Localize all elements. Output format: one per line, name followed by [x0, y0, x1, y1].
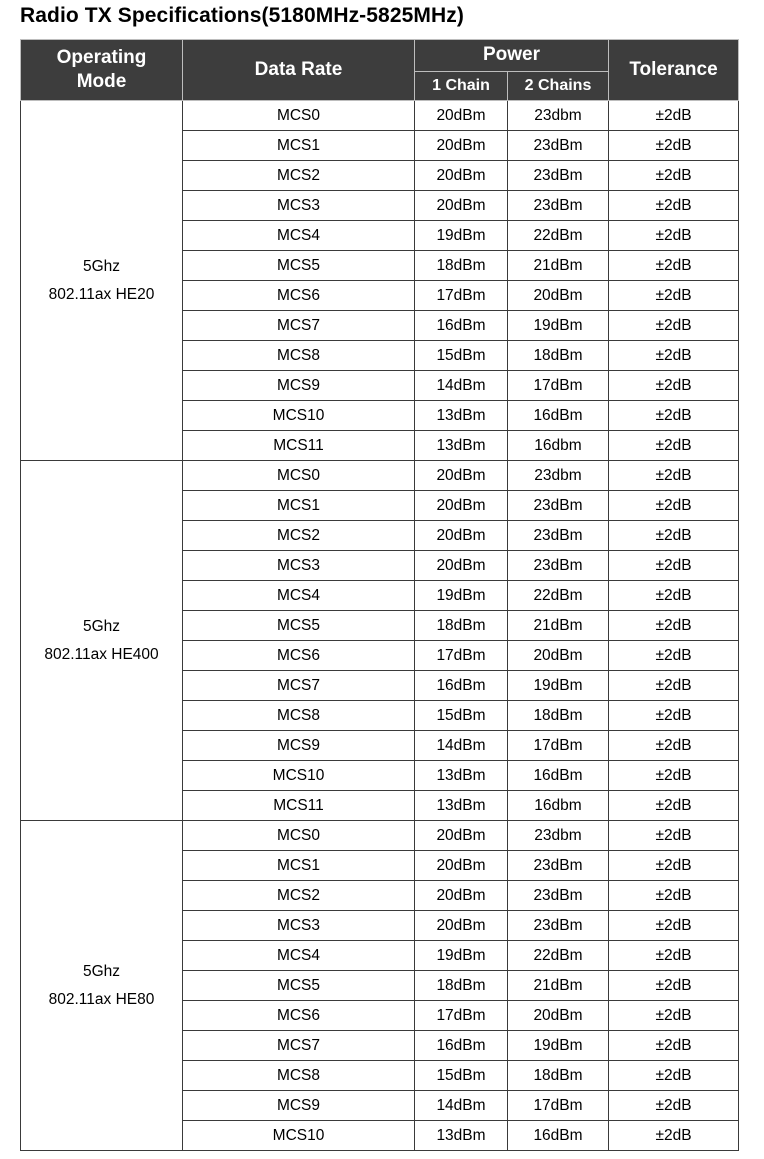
header-tolerance: Tolerance	[609, 40, 739, 101]
radio-tx-spec-table	[20, 39, 739, 1151]
power-2-chains-cell: 16dBm	[508, 401, 609, 431]
power-1-chain-cell: 14dBm	[415, 371, 508, 401]
tolerance-cell: ±2dB	[609, 941, 739, 971]
power-2-chains-cell: 19dBm	[508, 671, 609, 701]
tolerance-cell: ±2dB	[609, 1091, 739, 1121]
data-rate-cell: MCS11	[183, 431, 415, 461]
power-1-chain-cell: 17dBm	[415, 1001, 508, 1031]
power-2-chains-cell: 23dbm	[508, 101, 609, 131]
tolerance-cell: ±2dB	[609, 491, 739, 521]
data-rate-cell: MCS4	[183, 221, 415, 251]
data-rate-cell: MCS2	[183, 161, 415, 191]
power-1-chain-cell: 14dBm	[415, 1091, 508, 1121]
data-rate-cell: MCS10	[183, 761, 415, 791]
data-rate-cell: MCS7	[183, 311, 415, 341]
power-1-chain-cell: 13dBm	[415, 401, 508, 431]
power-1-chain-cell: 18dBm	[415, 971, 508, 1001]
header-power: Power	[415, 40, 609, 72]
tolerance-cell: ±2dB	[609, 401, 739, 431]
power-1-chain-cell: 19dBm	[415, 581, 508, 611]
power-1-chain-cell: 18dBm	[415, 251, 508, 281]
power-2-chains-cell: 18dBm	[508, 341, 609, 371]
data-rate-cell: MCS1	[183, 491, 415, 521]
data-rate-cell: MCS11	[183, 791, 415, 821]
power-2-chains-cell: 18dBm	[508, 701, 609, 731]
header-data-rate: Data Rate	[183, 40, 415, 101]
data-rate-cell: MCS5	[183, 611, 415, 641]
data-rate-cell: MCS9	[183, 371, 415, 401]
data-rate-cell: MCS10	[183, 1121, 415, 1151]
table-header	[21, 40, 739, 101]
tolerance-cell: ±2dB	[609, 101, 739, 131]
data-rate-cell: MCS9	[183, 1091, 415, 1121]
tolerance-cell: ±2dB	[609, 431, 739, 461]
power-2-chains-cell: 23dBm	[508, 131, 609, 161]
tolerance-cell: ±2dB	[609, 701, 739, 731]
power-1-chain-cell: 13dBm	[415, 761, 508, 791]
power-2-chains-cell: 23dBm	[508, 161, 609, 191]
data-rate-cell: MCS8	[183, 1061, 415, 1091]
operating-mode-standard: 802.11ax HE20	[48, 285, 155, 303]
data-rate-cell: MCS7	[183, 1031, 415, 1061]
power-2-chains-cell: 23dBm	[508, 911, 609, 941]
header-operating-mode	[21, 40, 183, 101]
power-2-chains-cell: 17dBm	[508, 371, 609, 401]
operating-mode-band: 5Ghz	[82, 617, 121, 635]
operating-mode-cell	[21, 101, 183, 461]
tolerance-cell: ±2dB	[609, 971, 739, 1001]
table-row	[21, 101, 739, 131]
header-2-chains: 2 Chains	[508, 71, 609, 100]
data-rate-cell: MCS3	[183, 191, 415, 221]
data-rate-cell: MCS4	[183, 581, 415, 611]
tolerance-cell: ±2dB	[609, 611, 739, 641]
power-1-chain-cell: 15dBm	[415, 701, 508, 731]
data-rate-cell: MCS3	[183, 911, 415, 941]
data-rate-cell: MCS3	[183, 551, 415, 581]
tolerance-cell: ±2dB	[609, 1061, 739, 1091]
tolerance-cell: ±2dB	[609, 461, 739, 491]
power-2-chains-cell: 23dBm	[508, 491, 609, 521]
tolerance-cell: ±2dB	[609, 1031, 739, 1061]
tolerance-cell: ±2dB	[609, 641, 739, 671]
power-2-chains-cell: 23dBm	[508, 851, 609, 881]
data-rate-cell: MCS1	[183, 851, 415, 881]
power-1-chain-cell: 20dBm	[415, 521, 508, 551]
power-1-chain-cell: 20dBm	[415, 491, 508, 521]
power-1-chain-cell: 15dBm	[415, 1061, 508, 1091]
tolerance-cell: ±2dB	[609, 1001, 739, 1031]
power-2-chains-cell: 23dbm	[508, 461, 609, 491]
power-2-chains-cell: 23dbm	[508, 821, 609, 851]
table-body	[21, 101, 739, 1151]
data-rate-cell: MCS8	[183, 341, 415, 371]
tolerance-cell: ±2dB	[609, 911, 739, 941]
data-rate-cell: MCS4	[183, 941, 415, 971]
data-rate-cell: MCS10	[183, 401, 415, 431]
tolerance-cell: ±2dB	[609, 821, 739, 851]
tolerance-cell: ±2dB	[609, 881, 739, 911]
data-rate-cell: MCS1	[183, 131, 415, 161]
power-2-chains-cell: 23dBm	[508, 521, 609, 551]
power-1-chain-cell: 20dBm	[415, 881, 508, 911]
data-rate-cell: MCS6	[183, 641, 415, 671]
data-rate-cell: MCS2	[183, 521, 415, 551]
tolerance-cell: ±2dB	[609, 191, 739, 221]
power-1-chain-cell: 20dBm	[415, 161, 508, 191]
power-2-chains-cell: 21dBm	[508, 611, 609, 641]
data-rate-cell: MCS8	[183, 701, 415, 731]
power-1-chain-cell: 13dBm	[415, 791, 508, 821]
power-2-chains-cell: 21dBm	[508, 251, 609, 281]
data-rate-cell: MCS6	[183, 1001, 415, 1031]
power-2-chains-cell: 17dBm	[508, 731, 609, 761]
tolerance-cell: ±2dB	[609, 371, 739, 401]
power-2-chains-cell: 18dBm	[508, 1061, 609, 1091]
power-1-chain-cell: 20dBm	[415, 461, 508, 491]
data-rate-cell: MCS0	[183, 101, 415, 131]
power-2-chains-cell: 22dBm	[508, 941, 609, 971]
tolerance-cell: ±2dB	[609, 731, 739, 761]
tolerance-cell: ±2dB	[609, 791, 739, 821]
tolerance-cell: ±2dB	[609, 551, 739, 581]
power-2-chains-cell: 23dBm	[508, 191, 609, 221]
tolerance-cell: ±2dB	[609, 221, 739, 251]
table-row	[21, 461, 739, 491]
power-2-chains-cell: 16dBm	[508, 1121, 609, 1151]
power-2-chains-cell: 16dbm	[508, 791, 609, 821]
header-1-chain: 1 Chain	[415, 71, 508, 100]
tolerance-cell: ±2dB	[609, 521, 739, 551]
power-2-chains-cell: 19dBm	[508, 1031, 609, 1061]
power-2-chains-cell: 23dBm	[508, 551, 609, 581]
operating-mode-standard: 802.11ax HE400	[44, 645, 159, 663]
power-1-chain-cell: 16dBm	[415, 1031, 508, 1061]
power-2-chains-cell: 16dBm	[508, 761, 609, 791]
power-1-chain-cell: 20dBm	[415, 191, 508, 221]
power-1-chain-cell: 20dBm	[415, 131, 508, 161]
power-2-chains-cell: 23dBm	[508, 881, 609, 911]
power-2-chains-cell: 20dBm	[508, 281, 609, 311]
data-rate-cell: MCS5	[183, 971, 415, 1001]
tolerance-cell: ±2dB	[609, 671, 739, 701]
power-1-chain-cell: 17dBm	[415, 281, 508, 311]
data-rate-cell: MCS5	[183, 251, 415, 281]
data-rate-cell: MCS2	[183, 881, 415, 911]
tolerance-cell: ±2dB	[609, 281, 739, 311]
data-rate-cell: MCS9	[183, 731, 415, 761]
operating-mode-band: 5Ghz	[82, 962, 121, 980]
power-1-chain-cell: 13dBm	[415, 1121, 508, 1151]
tolerance-cell: ±2dB	[609, 161, 739, 191]
tolerance-cell: ±2dB	[609, 1121, 739, 1151]
power-1-chain-cell: 14dBm	[415, 731, 508, 761]
table-row	[21, 821, 739, 851]
data-rate-cell: MCS7	[183, 671, 415, 701]
power-2-chains-cell: 20dBm	[508, 1001, 609, 1031]
power-2-chains-cell: 17dBm	[508, 1091, 609, 1121]
power-2-chains-cell: 21dBm	[508, 971, 609, 1001]
power-1-chain-cell: 19dBm	[415, 941, 508, 971]
power-2-chains-cell: 22dBm	[508, 221, 609, 251]
data-rate-cell: MCS0	[183, 461, 415, 491]
tolerance-cell: ±2dB	[609, 851, 739, 881]
header-operating-mode-line2: Mode	[76, 71, 127, 92]
power-1-chain-cell: 20dBm	[415, 551, 508, 581]
power-1-chain-cell: 15dBm	[415, 341, 508, 371]
power-1-chain-cell: 20dBm	[415, 101, 508, 131]
page-title: Radio TX Specifications(5180MHz-5825MHz)	[20, 4, 464, 27]
power-1-chain-cell: 18dBm	[415, 611, 508, 641]
power-1-chain-cell: 13dBm	[415, 431, 508, 461]
tolerance-cell: ±2dB	[609, 131, 739, 161]
tolerance-cell: ±2dB	[609, 311, 739, 341]
power-1-chain-cell: 20dBm	[415, 911, 508, 941]
power-2-chains-cell: 22dBm	[508, 581, 609, 611]
header-operating-mode-line1: Operating	[56, 47, 147, 68]
tolerance-cell: ±2dB	[609, 251, 739, 281]
operating-mode-cell	[21, 821, 183, 1151]
data-rate-cell: MCS0	[183, 821, 415, 851]
power-2-chains-cell: 19dBm	[508, 311, 609, 341]
operating-mode-cell	[21, 461, 183, 821]
power-2-chains-cell: 16dbm	[508, 431, 609, 461]
tolerance-cell: ±2dB	[609, 761, 739, 791]
operating-mode-standard: 802.11ax HE80	[48, 990, 155, 1008]
power-2-chains-cell: 20dBm	[508, 641, 609, 671]
data-rate-cell: MCS6	[183, 281, 415, 311]
operating-mode-band: 5Ghz	[82, 257, 121, 275]
power-1-chain-cell: 20dBm	[415, 851, 508, 881]
tolerance-cell: ±2dB	[609, 581, 739, 611]
power-1-chain-cell: 17dBm	[415, 641, 508, 671]
power-1-chain-cell: 20dBm	[415, 821, 508, 851]
power-1-chain-cell: 19dBm	[415, 221, 508, 251]
tolerance-cell: ±2dB	[609, 341, 739, 371]
power-1-chain-cell: 16dBm	[415, 311, 508, 341]
power-1-chain-cell: 16dBm	[415, 671, 508, 701]
